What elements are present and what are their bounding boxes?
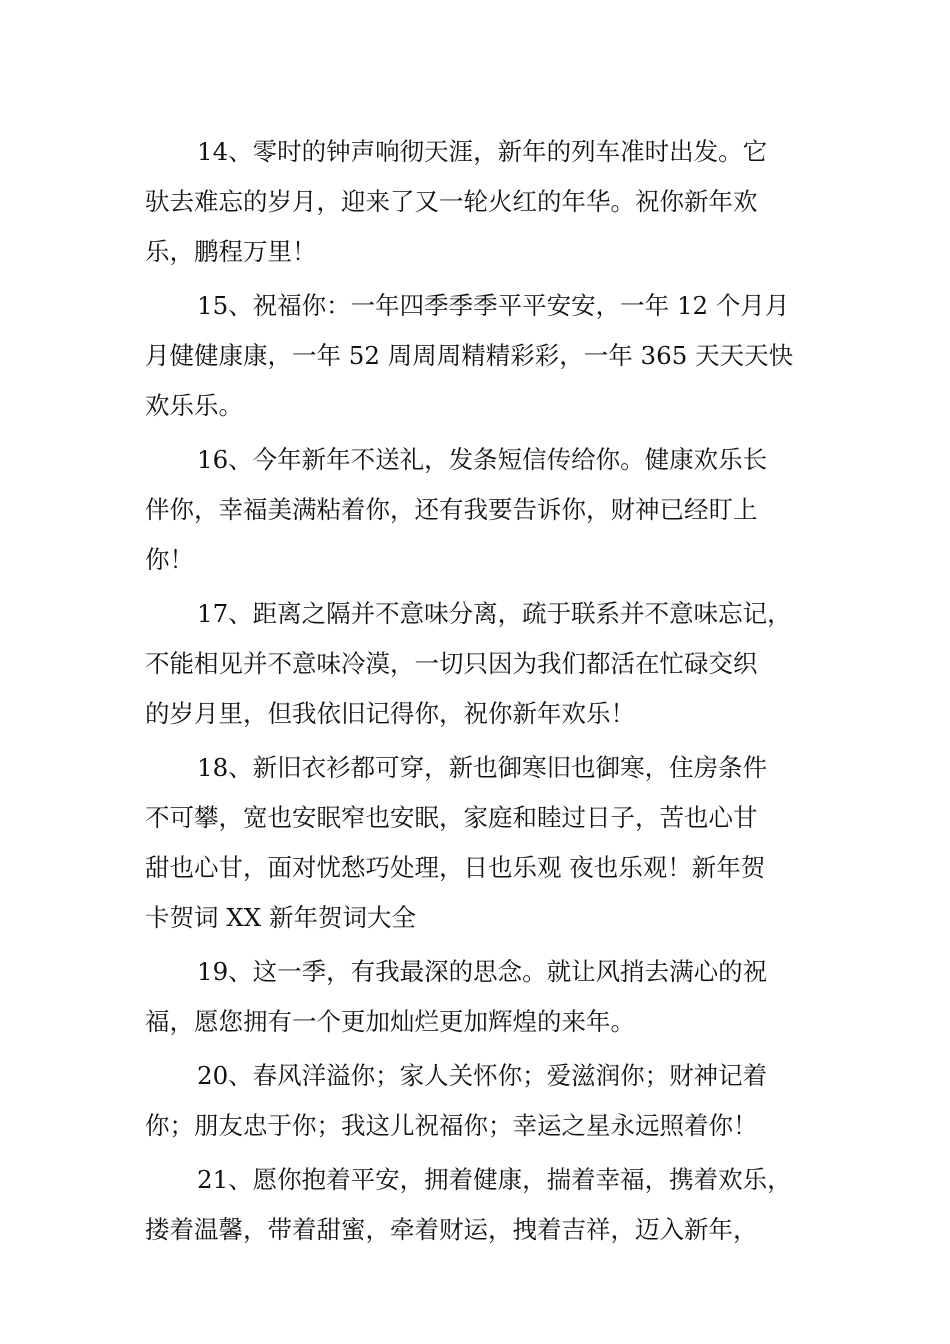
text-line: 17、距离之隔并不意味分离，疏于联系并不意味忘记，: [197, 599, 792, 628]
text-line: 14、零时的钟声响彻天涯，新年的列车准时出发。它: [197, 137, 768, 166]
paragraph-21: [145, 1155, 825, 1255]
paragraph-17: [145, 589, 825, 739]
text-line: 不可攀，宽也安眠窄也安眠，家庭和睦过日子，苦也心甘: [145, 803, 758, 832]
text-line: 16、今年新年不送礼，发条短信传给你。健康欢乐长: [197, 445, 768, 474]
paragraph-16: [145, 435, 825, 585]
text-line: 驮去难忘的岁月，迎来了又一轮火红的年华。祝你新年欢: [145, 187, 758, 216]
text-line: 21、愿你抱着平安，拥着健康，揣着幸福，携着欢乐，: [197, 1165, 792, 1194]
text-line: 15、祝福你：一年四季季季平平安安，一年 12 个月月: [197, 291, 790, 320]
paragraph-19: [145, 947, 825, 1047]
text-line: 甜也心甘，面对忧愁巧处理，日也乐观 夜也乐观！新年贺: [145, 853, 766, 882]
text-line: 伴你，幸福美满粘着你，还有我要告诉你，财神已经盯上: [145, 495, 758, 524]
text-line: 福，愿您拥有一个更加灿烂更加辉煌的来年。: [145, 1007, 635, 1036]
paragraph-14: [145, 127, 825, 277]
text-line: 的岁月里，但我依旧记得你，祝你新年欢乐！: [145, 699, 635, 728]
text-line: 乐，鹏程万里！: [145, 237, 317, 266]
text-line: 月健健康康，一年 52 周周周精精彩彩，一年 365 天天天快: [145, 341, 794, 370]
paragraph-18: [145, 743, 825, 943]
text-line: 20、春风洋溢你；家人关怀你；爱滋润你；财神记着: [197, 1061, 768, 1090]
paragraph-15: [145, 281, 825, 431]
text-line: 搂着温馨，带着甜蜜，牵着财运，拽着吉祥，迈入新年，: [145, 1215, 758, 1244]
text-line: 欢乐乐。: [145, 391, 243, 420]
text-line: 卡贺词 XX 新年贺词大全: [145, 903, 416, 932]
text-line: 19、这一季，有我最深的思念。就让风捎去满心的祝: [197, 957, 768, 986]
text-line: 18、新旧衣衫都可穿，新也御寒旧也御寒，住房条件: [197, 753, 768, 782]
text-line: 你！: [145, 545, 194, 574]
text-line: 你；朋友忠于你；我这儿祝福你；幸运之星永远照着你！: [145, 1111, 758, 1140]
paragraph-20: [145, 1051, 825, 1151]
document-body: [145, 127, 825, 1259]
text-line: 不能相见并不意味冷漠，一切只因为我们都活在忙碌交织: [145, 649, 758, 678]
